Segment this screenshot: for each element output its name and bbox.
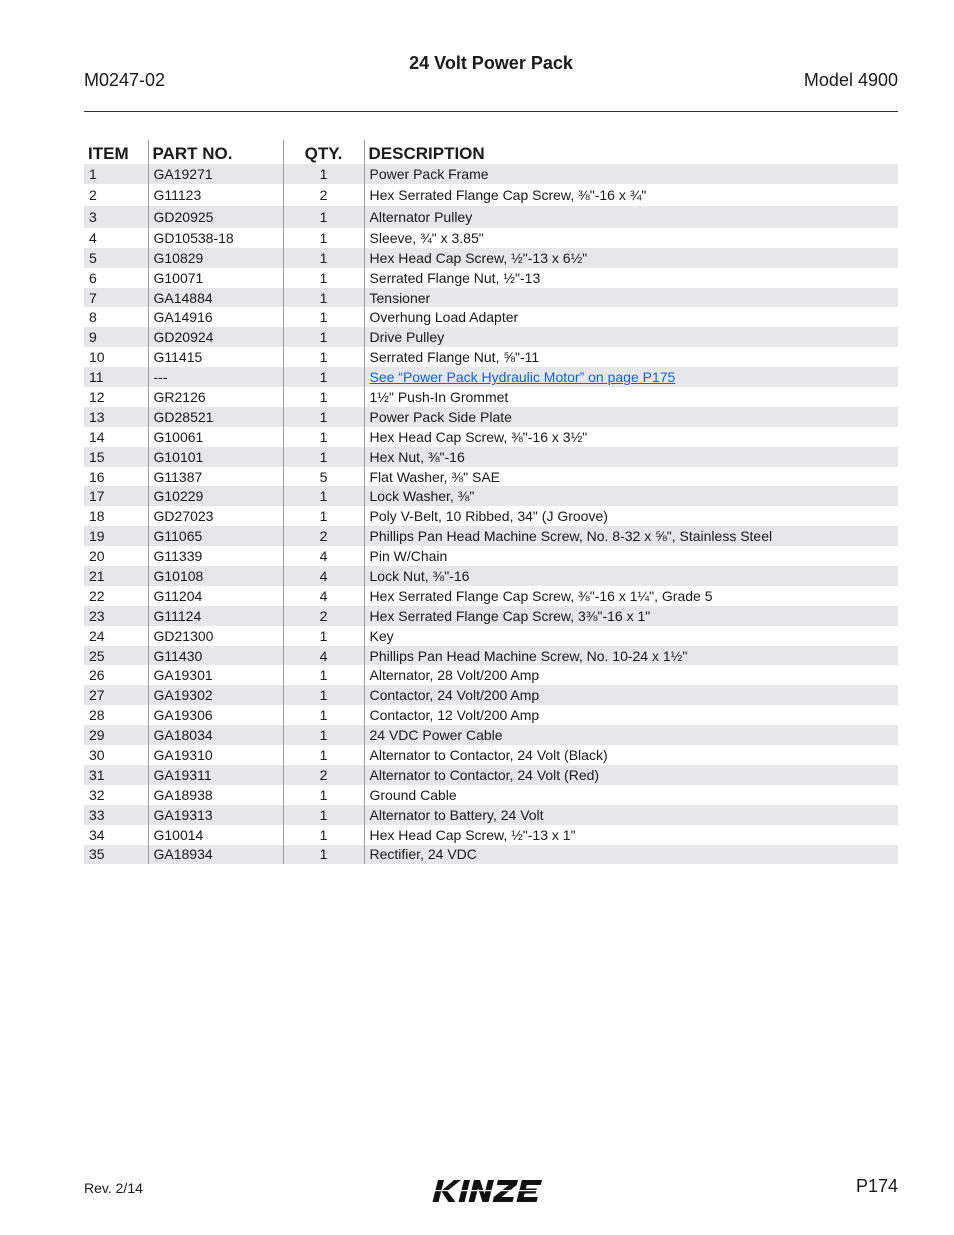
quantity-cell: 5 <box>283 467 364 487</box>
item-cell: 10 <box>89 349 105 366</box>
quantity-cell: 1 <box>283 506 364 526</box>
table-row <box>84 206 898 228</box>
part-number-cell: GD27023 <box>148 506 283 526</box>
table-row <box>84 367 898 387</box>
table-row <box>84 626 898 646</box>
table-row <box>84 447 898 467</box>
description-cell: Poly V-Belt, 10 Ribbed, 34" (J Groove) <box>364 506 898 526</box>
description-cell: Power Pack Side Plate <box>364 407 898 427</box>
description-cell: Pin W/Chain <box>364 546 898 566</box>
quantity-cell: 1 <box>283 307 364 327</box>
description-cell: Hex Head Cap Screw, ½"-13 x 6½" <box>364 248 898 268</box>
table-row <box>84 646 898 666</box>
table-row <box>84 805 898 825</box>
quantity-cell: 1 <box>283 745 364 765</box>
part-number-cell: G11065 <box>148 526 283 546</box>
column-header-part-no: PART NO. <box>148 140 283 164</box>
quantity-cell: 1 <box>283 805 364 825</box>
kinze-logo <box>431 1176 551 1206</box>
description-cell: 1½" Push-In Grommet <box>364 387 898 407</box>
part-number-cell: G10061 <box>148 427 283 447</box>
part-number-cell: GA14916 <box>148 307 283 327</box>
item-cell: 12 <box>89 388 105 405</box>
description-cell: Tensioner <box>364 288 898 308</box>
table-row <box>84 486 898 506</box>
table-row <box>84 765 898 785</box>
item-cell: 35 <box>84 845 148 865</box>
description-cell: Contactor, 12 Volt/200 Amp <box>364 705 898 725</box>
quantity-cell: 1 <box>283 447 364 467</box>
page-number: P174 <box>855 1176 898 1196</box>
description-cell: Overhung Load Adapter <box>364 307 898 327</box>
item-cell: 5 <box>84 248 148 268</box>
table-row <box>84 164 898 184</box>
item-cell: 24 <box>89 627 105 644</box>
part-number-cell: GA19271 <box>148 164 283 184</box>
item-cell: 33 <box>84 805 148 825</box>
description-cell: Drive Pulley <box>364 327 898 347</box>
table-row <box>84 825 898 845</box>
document-number: M0247-02 <box>84 70 166 90</box>
part-number-cell: GA18034 <box>148 725 283 745</box>
cross-reference-link[interactable]: See “Power Pack Hydraulic Motor” on page P175 <box>369 369 676 386</box>
part-number-cell: GD10538-18 <box>148 228 283 248</box>
description-cell: Alternator to Contactor, 24 Volt (Black) <box>364 745 898 765</box>
part-number-cell: GA19301 <box>148 665 283 685</box>
item-cell: 18 <box>89 508 105 525</box>
item-cell: 28 <box>89 707 105 724</box>
part-number-cell: G10101 <box>148 447 283 467</box>
description-cell: Hex Head Cap Screw, ⅜"-16 x 3½" <box>364 427 898 447</box>
table-row <box>84 427 898 447</box>
table-row <box>84 725 898 745</box>
description-cell: Key <box>364 626 898 646</box>
item-cell: 32 <box>89 786 105 803</box>
table-row <box>84 546 898 566</box>
quantity-cell: 1 <box>283 427 364 447</box>
page-title: 24 Volt Power Pack <box>409 53 573 73</box>
part-number-cell: GA18934 <box>148 845 283 865</box>
part-number-cell: GD20925 <box>148 206 283 228</box>
quantity-cell: 2 <box>283 765 364 785</box>
quantity-cell: 1 <box>283 347 364 367</box>
part-number-cell: GA19313 <box>148 805 283 825</box>
description-cell: Power Pack Frame <box>364 164 898 184</box>
description-cell: Flat Washer, ⅜" SAE <box>364 467 898 487</box>
table-row <box>84 685 898 705</box>
table-row <box>84 248 898 268</box>
item-cell: 23 <box>84 606 148 626</box>
description-cell: Alternator Pulley <box>364 206 898 228</box>
description-cell: Lock Washer, ⅜" <box>364 486 898 506</box>
parts-table <box>84 140 898 864</box>
quantity-cell: 1 <box>283 785 364 805</box>
item-cell: 21 <box>84 566 148 586</box>
description-cell: Alternator to Battery, 24 Volt <box>364 805 898 825</box>
quantity-cell: 1 <box>283 685 364 705</box>
quantity-cell: 1 <box>283 327 364 347</box>
item-cell: 6 <box>89 269 97 286</box>
item-cell: 29 <box>84 725 148 745</box>
part-number-cell: GA19310 <box>148 745 283 765</box>
table-row <box>84 288 898 308</box>
description-cell: Lock Nut, ⅜"-16 <box>364 566 898 586</box>
table-row <box>84 665 898 685</box>
item-cell: 1 <box>84 164 148 184</box>
description-cell: Hex Serrated Flange Cap Screw, ⅜"-16 x ¾" <box>364 184 898 206</box>
item-cell: 9 <box>84 327 148 347</box>
quantity-cell: 1 <box>283 228 364 248</box>
description-cell <box>364 367 898 387</box>
quantity-cell: 1 <box>283 367 364 387</box>
table-row <box>84 184 898 206</box>
part-number-cell: G11339 <box>148 546 283 566</box>
item-cell: 26 <box>89 667 105 684</box>
table-row <box>84 347 898 367</box>
part-number-cell: G10014 <box>148 825 283 845</box>
item-cell: 16 <box>89 468 105 485</box>
description-cell: Serrated Flange Nut, ½"-13 <box>364 268 898 288</box>
column-header-description: DESCRIPTION <box>364 140 898 164</box>
table-row <box>84 586 898 606</box>
item-cell: 13 <box>84 407 148 427</box>
part-number-cell: GA19306 <box>148 705 283 725</box>
quantity-cell: 1 <box>283 248 364 268</box>
parts-table-body <box>84 164 898 864</box>
table-row <box>84 566 898 586</box>
item-cell: 2 <box>89 186 97 203</box>
part-number-cell: GA18938 <box>148 785 283 805</box>
item-cell: 34 <box>89 826 105 843</box>
quantity-cell: 1 <box>283 705 364 725</box>
part-number-cell: GD28521 <box>148 407 283 427</box>
item-cell: 19 <box>84 526 148 546</box>
description-cell: Contactor, 24 Volt/200 Amp <box>364 685 898 705</box>
description-cell: Rectifier, 24 VDC <box>364 845 898 865</box>
quantity-cell: 1 <box>283 626 364 646</box>
part-number-cell: GA19311 <box>148 765 283 785</box>
table-header-row <box>84 140 898 164</box>
part-number-cell: GR2126 <box>148 387 283 407</box>
table-row <box>84 407 898 427</box>
item-cell: 4 <box>89 229 97 246</box>
quantity-cell: 2 <box>283 526 364 546</box>
quantity-cell: 1 <box>283 845 364 865</box>
quantity-cell: 1 <box>283 206 364 228</box>
table-row <box>84 467 898 487</box>
part-number-cell: G11387 <box>148 467 283 487</box>
quantity-cell: 1 <box>283 164 364 184</box>
table-row <box>84 526 898 546</box>
item-cell: 30 <box>89 746 105 763</box>
item-cell: 20 <box>89 548 105 565</box>
table-row <box>84 606 898 626</box>
description-cell: Hex Serrated Flange Cap Screw, ⅜"-16 x 1¼", Grade 5 <box>364 586 898 606</box>
quantity-cell: 2 <box>283 184 364 206</box>
quantity-cell: 1 <box>283 387 364 407</box>
part-number-cell: GA19302 <box>148 685 283 705</box>
quantity-cell: 1 <box>283 665 364 685</box>
quantity-cell: 2 <box>283 606 364 626</box>
table-row <box>84 327 898 347</box>
column-header-qty: QTY. <box>283 140 364 164</box>
quantity-cell: 1 <box>283 825 364 845</box>
quantity-cell: 1 <box>283 268 364 288</box>
item-cell: 11 <box>84 367 148 387</box>
part-number-cell: G10829 <box>148 248 283 268</box>
table-row <box>84 387 898 407</box>
table-row <box>84 268 898 288</box>
model-label: Model 4900 <box>803 70 898 90</box>
part-number-cell: G10071 <box>148 268 283 288</box>
column-header-item: ITEM <box>88 144 129 163</box>
item-cell: 15 <box>84 447 148 467</box>
description-cell: Serrated Flange Nut, ⅝"-11 <box>364 347 898 367</box>
table-row <box>84 785 898 805</box>
item-cell: 25 <box>84 646 148 666</box>
description-cell: 24 VDC Power Cable <box>364 725 898 745</box>
item-cell: 31 <box>84 765 148 785</box>
part-number-cell: G10108 <box>148 566 283 586</box>
description-cell: Phillips Pan Head Machine Screw, No. 8-32 x ⅝", Stainless Steel <box>364 526 898 546</box>
item-cell: 8 <box>89 309 97 326</box>
part-number-cell: --- <box>148 367 283 387</box>
quantity-cell: 1 <box>283 407 364 427</box>
item-cell: 7 <box>84 288 148 308</box>
header-divider <box>84 111 898 112</box>
table-row <box>84 307 898 327</box>
table-row <box>84 228 898 248</box>
description-cell: Phillips Pan Head Machine Screw, No. 10-24 x 1½" <box>364 646 898 666</box>
item-cell: 22 <box>89 587 105 604</box>
quantity-cell: 1 <box>283 486 364 506</box>
table-row <box>84 705 898 725</box>
part-number-cell: G11430 <box>148 646 283 666</box>
quantity-cell: 1 <box>283 725 364 745</box>
item-cell: 14 <box>89 428 105 445</box>
part-number-cell: G11124 <box>148 606 283 626</box>
quantity-cell: 1 <box>283 288 364 308</box>
item-cell: 27 <box>84 685 148 705</box>
description-cell: Hex Head Cap Screw, ½"-13 x 1" <box>364 825 898 845</box>
revision-label: Rev. 2/14 <box>84 1180 143 1196</box>
part-number-cell: GD21300 <box>148 626 283 646</box>
table-row <box>84 745 898 765</box>
description-cell: Sleeve, ¾" x 3.85" <box>364 228 898 248</box>
table-row <box>84 845 898 865</box>
quantity-cell: 4 <box>283 646 364 666</box>
description-cell: Alternator, 28 Volt/200 Amp <box>364 665 898 685</box>
quantity-cell: 4 <box>283 586 364 606</box>
description-cell: Ground Cable <box>364 785 898 805</box>
quantity-cell: 4 <box>283 566 364 586</box>
part-number-cell: GA14884 <box>148 288 283 308</box>
description-cell: Hex Serrated Flange Cap Screw, 3⅜"-16 x 1" <box>364 606 898 626</box>
part-number-cell: GD20924 <box>148 327 283 347</box>
part-number-cell: G10229 <box>148 486 283 506</box>
item-cell: 17 <box>84 486 148 506</box>
part-number-cell: G11415 <box>148 347 283 367</box>
description-cell: Hex Nut, ⅜"-16 <box>364 447 898 467</box>
part-number-cell: G11123 <box>148 184 283 206</box>
table-row <box>84 506 898 526</box>
quantity-cell: 4 <box>283 546 364 566</box>
item-cell: 3 <box>84 206 148 228</box>
part-number-cell: G11204 <box>148 586 283 606</box>
description-cell: Alternator to Contactor, 24 Volt (Red) <box>364 765 898 785</box>
